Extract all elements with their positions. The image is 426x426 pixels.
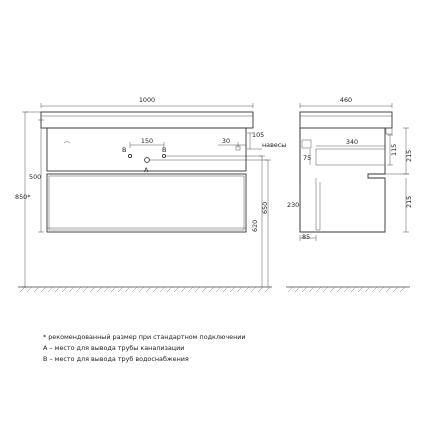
drain-outlet	[145, 158, 150, 163]
point-b-right: B	[162, 146, 167, 154]
floor-hatching	[20, 287, 405, 292]
dim-75: 75	[303, 154, 312, 162]
dim-offset: 30	[221, 137, 231, 145]
dim-height-650: 650	[261, 201, 269, 214]
water-outlet-right	[162, 154, 165, 157]
dim-depth: 460	[339, 96, 353, 104]
side-body	[300, 128, 385, 232]
side-countertop	[300, 112, 392, 128]
note-point-a: А – место для вывода трубы канализации	[43, 344, 185, 352]
upper-panel	[47, 128, 246, 171]
dim-pipe-spacing: 150	[140, 137, 154, 145]
dim-hanging-height: 105	[252, 131, 265, 139]
dim-height-500: 500	[29, 173, 42, 181]
dim-width-front: 1000	[138, 96, 156, 104]
dim-215-bottom: 215	[405, 195, 413, 208]
hanging-note: навесы	[262, 141, 287, 149]
note-point-b: В – место для вывода труб водоснабжения	[43, 355, 189, 363]
dim-215-top: 215	[405, 149, 413, 162]
dim-height-620: 620	[251, 219, 259, 232]
dim-85: 85	[302, 233, 311, 241]
side-view	[287, 96, 413, 241]
dim-230: 230	[287, 201, 300, 209]
water-outlet-left	[128, 154, 131, 157]
note-recommended: * рекомендованный размер при стандартном подключении	[43, 333, 246, 341]
dim-115: 115	[390, 143, 398, 156]
point-a: A	[144, 166, 149, 174]
dim-height-850: 850*	[15, 193, 31, 201]
drawer	[47, 174, 246, 232]
notes-block	[43, 332, 246, 365]
side-shelf	[316, 149, 385, 165]
dim-inner-depth: 340	[345, 138, 359, 146]
point-b-left: B	[122, 146, 127, 154]
front-view	[15, 96, 286, 287]
countertop	[41, 112, 253, 128]
